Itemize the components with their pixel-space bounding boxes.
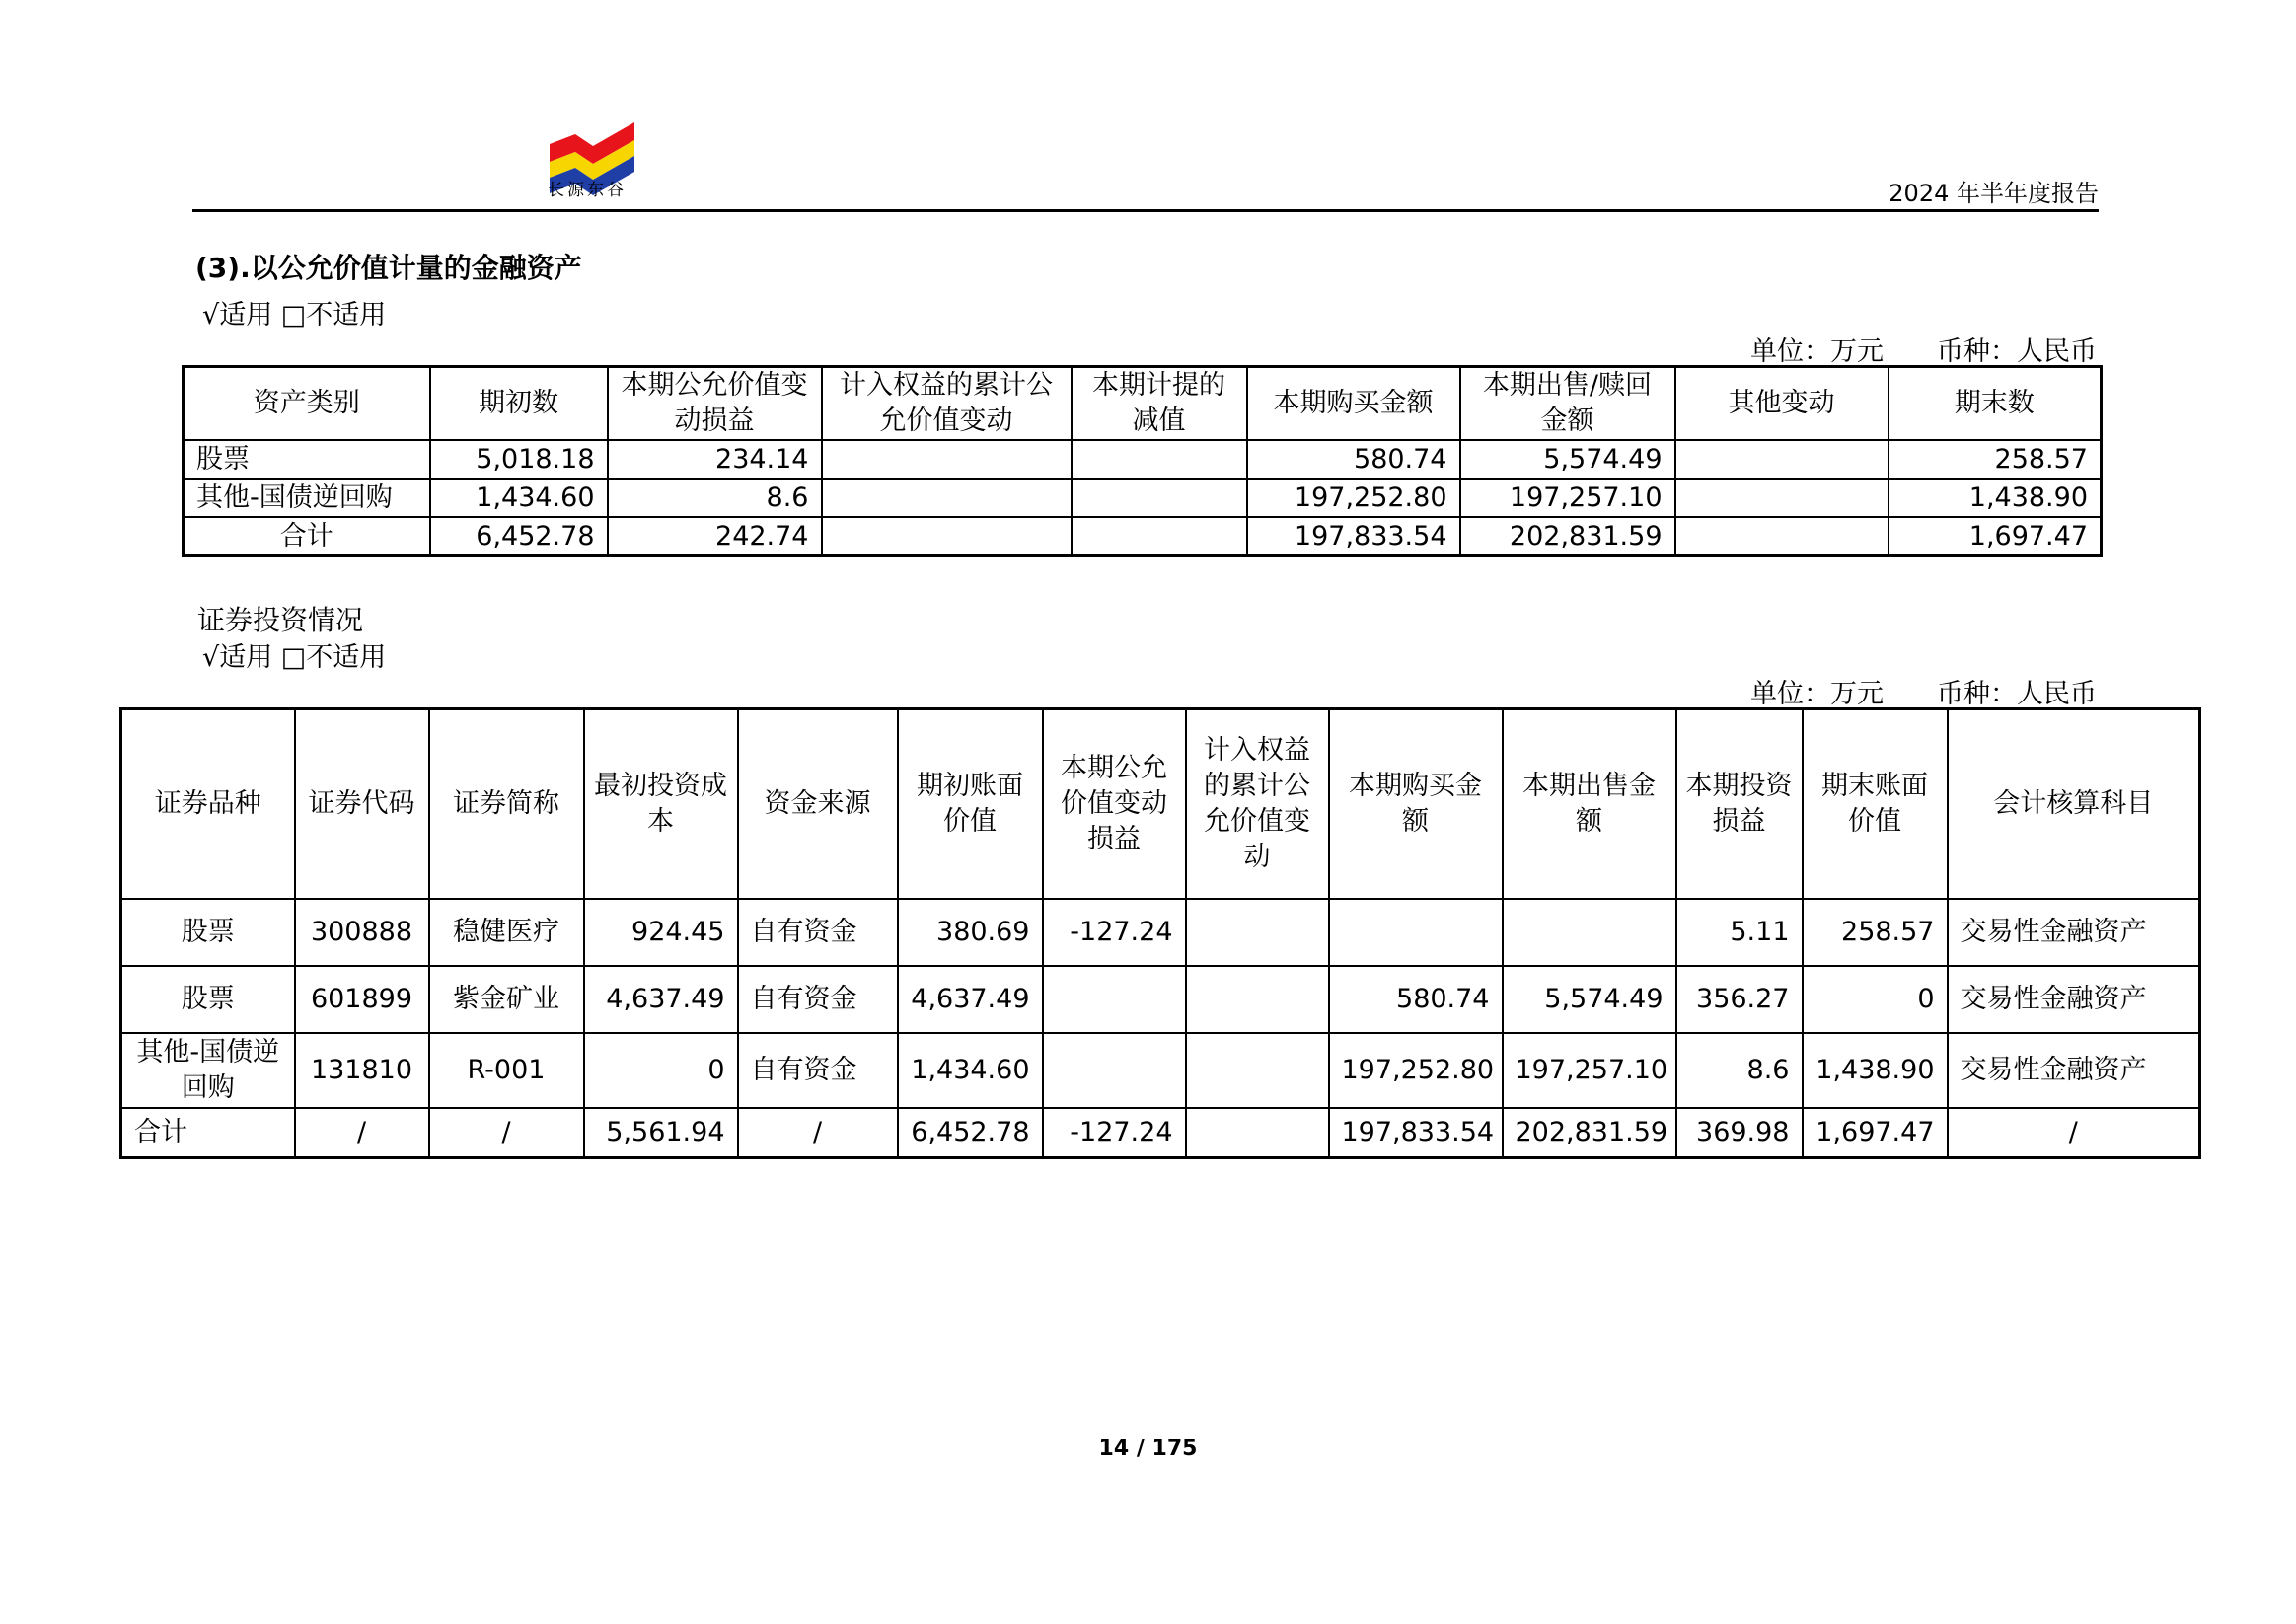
table-cell: 其他-国债逆回购 xyxy=(121,1033,295,1108)
table-cell xyxy=(1043,966,1186,1033)
currency-label: 币种：人民币 xyxy=(1937,336,2097,367)
table-cell: 自有资金 xyxy=(738,899,898,966)
table-cell: 4,637.49 xyxy=(584,966,738,1033)
table-cell: 0 xyxy=(584,1033,738,1108)
table-cell xyxy=(1043,1033,1186,1108)
table-cell: 交易性金融资产 xyxy=(1948,1033,2200,1108)
table-cell: 5,018.18 xyxy=(430,440,608,479)
table-cell: 股票 xyxy=(121,966,295,1033)
table-cell: 242.74 xyxy=(608,517,822,556)
page-number: 14 / 175 xyxy=(1098,1437,1198,1461)
table-cell: 5.11 xyxy=(1676,899,1803,966)
table-header-row xyxy=(121,709,2200,900)
table-cell: 202,831.59 xyxy=(1460,517,1675,556)
col-header: 本期出售金额 xyxy=(1503,709,1676,900)
table-cell xyxy=(1186,1033,1329,1108)
table-total-row xyxy=(184,517,2102,556)
table-cell: 380.69 xyxy=(898,899,1043,966)
table-row xyxy=(184,440,2102,479)
applicable-status: √适用 □不适用 xyxy=(202,300,387,331)
col-header: 本期计提的减值 xyxy=(1072,367,1247,441)
table-cell: -127.24 xyxy=(1043,899,1186,966)
table-cell: 234.14 xyxy=(608,440,822,479)
table-cell: 8.6 xyxy=(608,479,822,517)
table-cell: 924.45 xyxy=(584,899,738,966)
table-cell: 1,697.47 xyxy=(1803,1108,1948,1158)
table-cell: 202,831.59 xyxy=(1503,1108,1676,1158)
header-rule xyxy=(192,209,2099,212)
table-cell: 5,574.49 xyxy=(1503,966,1676,1033)
table-cell xyxy=(822,517,1072,556)
table-cell: -127.24 xyxy=(1043,1108,1186,1158)
col-header: 本期出售/赎回金额 xyxy=(1460,367,1675,441)
table-cell: 580.74 xyxy=(1329,966,1503,1033)
col-header: 期末账面价值 xyxy=(1803,709,1948,900)
col-header: 计入权益的累计公允价值变动 xyxy=(822,367,1072,441)
securities-investment-table xyxy=(119,707,2201,1159)
table-cell: 5,574.49 xyxy=(1460,440,1675,479)
table-cell: 1,438.90 xyxy=(1803,1033,1948,1108)
table-cell: 自有资金 xyxy=(738,966,898,1033)
table-cell: 1,434.60 xyxy=(430,479,608,517)
col-header: 期末数 xyxy=(1889,367,2102,441)
currency-label: 币种：人民币 xyxy=(1937,679,2097,709)
col-header: 其他变动 xyxy=(1675,367,1889,441)
table-cell: / xyxy=(1948,1108,2200,1158)
fair-value-assets-table xyxy=(182,365,2103,557)
col-header: 本期投资损益 xyxy=(1676,709,1803,900)
col-header: 计入权益的累计公允价值变动 xyxy=(1186,709,1329,900)
table-cell: / xyxy=(295,1108,429,1158)
unit-label: 单位：万元 xyxy=(1750,679,1884,709)
col-header: 最初投资成本 xyxy=(584,709,738,900)
table-cell: 1,438.90 xyxy=(1889,479,2102,517)
col-header: 资金来源 xyxy=(738,709,898,900)
unit-line xyxy=(1750,330,2097,368)
table-row xyxy=(121,1033,2200,1108)
table-cell: 131810 xyxy=(295,1033,429,1108)
applicable-status: √适用 □不适用 xyxy=(202,642,387,673)
table-cell: 紫金矿业 xyxy=(429,966,584,1033)
table-cell: 合计 xyxy=(121,1108,295,1158)
table-cell: 股票 xyxy=(121,899,295,966)
table-cell: 356.27 xyxy=(1676,966,1803,1033)
table-cell xyxy=(1186,966,1329,1033)
table-cell: / xyxy=(429,1108,584,1158)
unit-line xyxy=(1750,672,2097,710)
table-cell: 自有资金 xyxy=(738,1033,898,1108)
table-cell xyxy=(1072,479,1247,517)
table-cell: 股票 xyxy=(184,440,430,479)
table-cell: 300888 xyxy=(295,899,429,966)
table-cell: 601899 xyxy=(295,966,429,1033)
table-row xyxy=(121,899,2200,966)
table-cell xyxy=(1072,440,1247,479)
table-cell: 6,452.78 xyxy=(430,517,608,556)
table-header-row xyxy=(184,367,2102,441)
table-cell xyxy=(1186,1108,1329,1158)
table-cell: 合计 xyxy=(184,517,430,556)
table-cell: 197,257.10 xyxy=(1503,1033,1676,1108)
section-title-fair-value: (3).以公允价值计量的金融资产 xyxy=(195,252,582,284)
col-header: 本期公允价值变动损益 xyxy=(608,367,822,441)
table-row xyxy=(121,966,2200,1033)
table-total-row xyxy=(121,1108,2200,1158)
table-cell xyxy=(1329,899,1503,966)
table-cell xyxy=(1675,517,1889,556)
col-header: 本期公允价值变动损益 xyxy=(1043,709,1186,900)
col-header: 资产类别 xyxy=(184,367,430,441)
table-cell: R-001 xyxy=(429,1033,584,1108)
table-cell: 4,637.49 xyxy=(898,966,1043,1033)
table-cell: 197,833.54 xyxy=(1247,517,1460,556)
table-cell xyxy=(822,440,1072,479)
table-cell: 6,452.78 xyxy=(898,1108,1043,1158)
table-cell: 369.98 xyxy=(1676,1108,1803,1158)
table-cell: / xyxy=(738,1108,898,1158)
table-cell xyxy=(1186,899,1329,966)
col-header: 证券品种 xyxy=(121,709,295,900)
table-cell: 1,697.47 xyxy=(1889,517,2102,556)
col-header: 证券简称 xyxy=(429,709,584,900)
table-cell: 1,434.60 xyxy=(898,1033,1043,1108)
table-cell xyxy=(822,479,1072,517)
col-header: 期初账面价值 xyxy=(898,709,1043,900)
col-header: 本期购买金额 xyxy=(1329,709,1503,900)
table-cell: 258.57 xyxy=(1889,440,2102,479)
col-header: 本期购买金额 xyxy=(1247,367,1460,441)
table-cell: 交易性金融资产 xyxy=(1948,899,2200,966)
table-cell: 258.57 xyxy=(1803,899,1948,966)
table-cell: 0 xyxy=(1803,966,1948,1033)
table-cell: 197,252.80 xyxy=(1329,1033,1503,1108)
col-header: 期初数 xyxy=(430,367,608,441)
table-cell xyxy=(1675,440,1889,479)
table-cell: 197,252.80 xyxy=(1247,479,1460,517)
logo-caption: 长源东谷 xyxy=(548,181,627,200)
table-cell: 197,257.10 xyxy=(1460,479,1675,517)
table-cell: 197,833.54 xyxy=(1329,1108,1503,1158)
unit-label: 单位：万元 xyxy=(1750,336,1884,367)
table-cell: 交易性金融资产 xyxy=(1948,966,2200,1033)
col-header: 会计核算科目 xyxy=(1948,709,2200,900)
table-cell: 8.6 xyxy=(1676,1033,1803,1108)
table-row xyxy=(184,479,2102,517)
table-cell: 稳健医疗 xyxy=(429,899,584,966)
col-header: 证券代码 xyxy=(295,709,429,900)
table-cell xyxy=(1503,899,1676,966)
table-cell: 5,561.94 xyxy=(584,1108,738,1158)
section-title-securities: 证券投资情况 xyxy=(197,604,364,636)
table-cell: 其他-国债逆回购 xyxy=(184,479,430,517)
table-cell: 580.74 xyxy=(1247,440,1460,479)
table-cell xyxy=(1072,517,1247,556)
table-cell xyxy=(1675,479,1889,517)
report-title: 2024 年半年度报告 xyxy=(1889,180,2099,207)
